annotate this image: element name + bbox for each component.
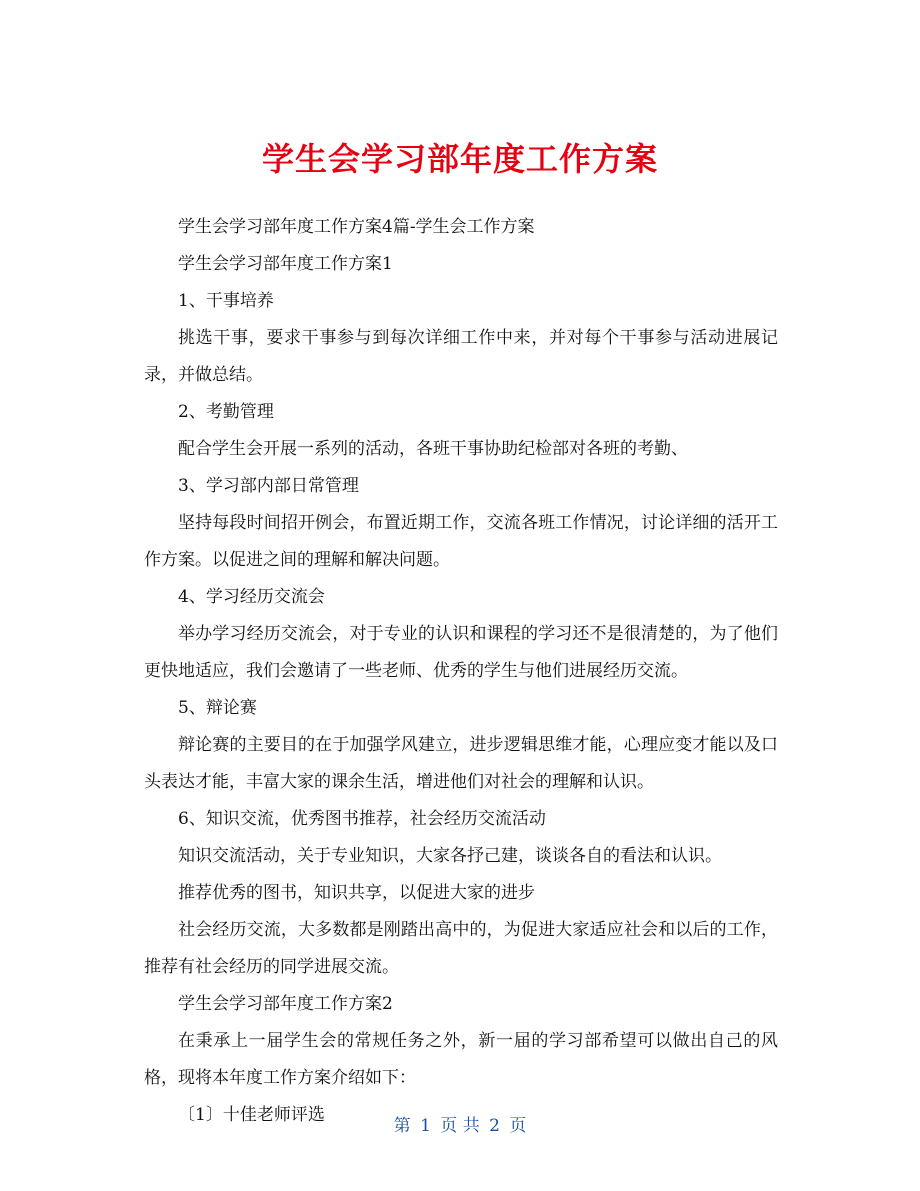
document-body [144,209,778,1134]
section-heading-plan-1: 学生会学习部年度工作方案1 [178,254,393,274]
paragraph: 坚持每段时间招开例会，布置近期工作，交流各班工作情况，讨论详细的活开工作方案。以促进之间的理解和解决问题。 [144,513,778,570]
footer-prefix: 第 [393,1116,411,1136]
footer-page-number: 1 [420,1116,431,1136]
paragraph-intro: 学生会学习部年度工作方案4篇-学生会工作方案 [178,217,535,237]
item-heading-sub-1: 〔1〕十佳老师评选 [178,1105,325,1125]
footer-suffix: 页 [509,1116,527,1136]
paragraph: 挑选干事，要求干事参与到每次详细工作中来，并对每个干事参与活动进展记录，并做总结。 [144,328,778,385]
section-heading-plan-2: 学生会学习部年度工作方案2 [178,994,393,1014]
paragraph: 举办学习经历交流会，对于专业的认识和课程的学习还不是很清楚的，为了他们更快地适应，我们会邀请了一些老师、优秀的学生与他们进展经历交流。 [144,624,778,681]
paragraph: 配合学生会开展一系列的活动，各班干事协助纪检部对各班的考勤、 [178,439,688,459]
item-heading-3: 3、学习部内部日常管理 [178,476,359,496]
footer-middle: 页 共 [440,1116,480,1136]
paragraph: 社会经历交流，大多数都是刚踏出高中的，为促进大家适应社会和以后的工作，推荐有社会经历的同学进展交流。 [144,920,778,977]
paragraph: 辩论赛的主要目的在于加强学风建立，进步逻辑思维才能，心理应变才能以及口头表达才能，丰富大家的课余生活，增进他们对社会的理解和认识。 [144,735,778,792]
paragraph: 推荐优秀的图书，知识共享，以促进大家的进步 [178,883,535,903]
paragraph: 在秉承上一届学生会的常规任务之外，新一届的学习部希望可以做出自己的风格，现将本年度工作方案介绍如下： [144,1031,778,1088]
page-footer [0,1112,920,1140]
item-heading-2: 2、考勤管理 [178,402,274,422]
item-heading-1: 1、干事培养 [178,291,274,311]
item-heading-6: 6、知识交流，优秀图书推荐，社会经历交流活动 [178,809,546,829]
document-title: 学生会学习部年度工作方案 [261,140,658,179]
paragraph: 知识交流活动，关于专业知识，大家各抒己建，谈谈各自的看法和认识。 [178,846,722,866]
footer-total-pages: 2 [489,1116,500,1136]
item-heading-4: 4、学习经历交流会 [178,587,325,607]
item-heading-5: 5、辩论赛 [178,698,257,718]
